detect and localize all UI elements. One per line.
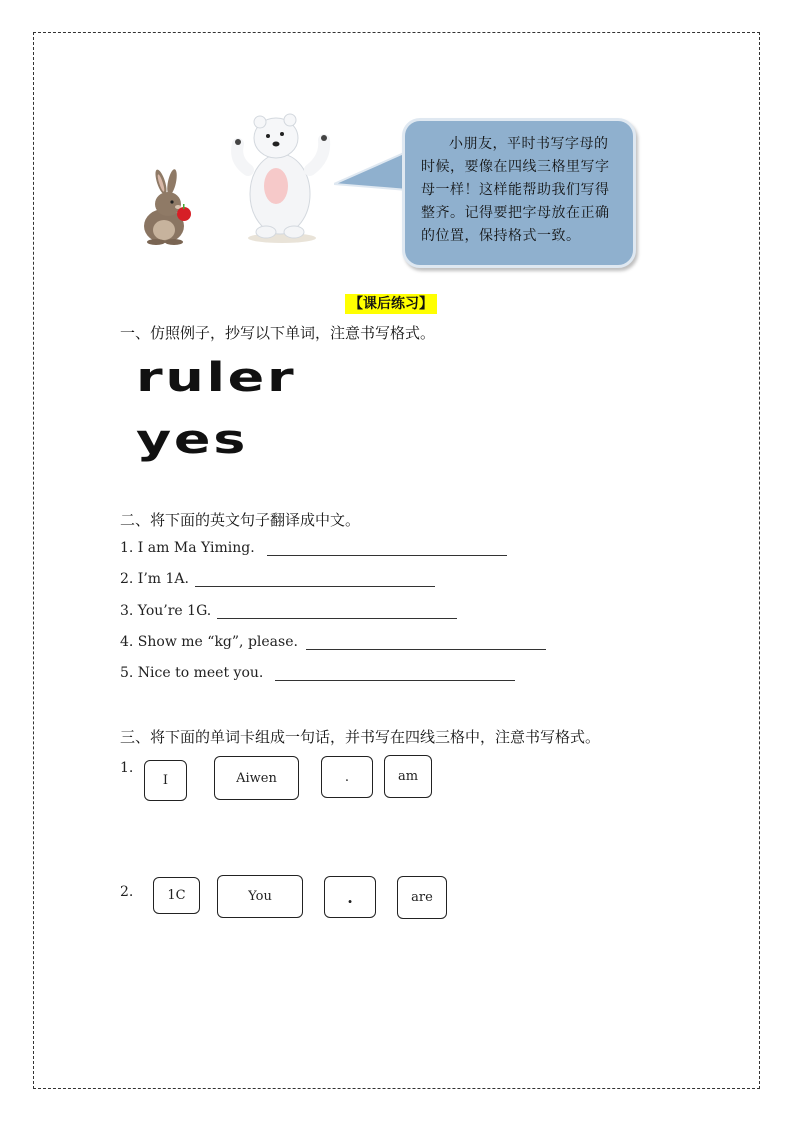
word-card-am[interactable]: am: [384, 755, 432, 798]
polar-bear-illustration: [228, 108, 340, 244]
part1-heading: 一、仿照例子，抄写以下单词，注意书写格式。: [120, 324, 436, 342]
word-card-Aiwen[interactable]: Aiwen: [214, 756, 299, 800]
answer-line-1[interactable]: [267, 541, 507, 556]
word-card-You[interactable]: You: [217, 875, 303, 918]
question-1-number: 1.: [120, 760, 134, 776]
part3-heading: 三、将下面的单词卡组成一句话，并书写在四线三格中，注意书写格式。: [120, 728, 601, 746]
sentence-4: [120, 634, 546, 650]
answer-line-4[interactable]: [306, 635, 546, 650]
answer-line-3[interactable]: [217, 604, 457, 619]
section-label: 【课后练习】: [345, 294, 437, 314]
sentence-2-text: 2. I’m 1A.: [120, 571, 189, 587]
sentence-5-text: 5. Nice to meet you.: [120, 665, 264, 681]
sentence-3-text: 3. You’re 1G.: [120, 603, 212, 619]
question-2-number: 2.: [120, 884, 134, 900]
sentence-2: [120, 571, 435, 587]
rabbit-illustration: [134, 168, 198, 246]
answer-line-2[interactable]: [195, 572, 435, 587]
sentence-4-text: 4. Show me “kg”, please.: [120, 634, 298, 650]
word-card-1C[interactable]: 1C: [153, 877, 200, 914]
sentence-1: [120, 540, 507, 556]
sentence-5: [120, 665, 515, 681]
answer-line-5[interactable]: [275, 666, 515, 681]
copy-word-yes: yes: [136, 417, 249, 463]
word-card-I[interactable]: I: [144, 760, 187, 801]
sentence-3: [120, 603, 457, 619]
copy-word-ruler: ruler: [136, 355, 297, 401]
word-card-are[interactable]: are: [397, 876, 447, 919]
speech-bubble: [402, 118, 636, 268]
part2-heading: 二、将下面的英文句子翻译成中文。: [120, 511, 361, 529]
sentence-1-text: 1. I am Ma Yiming.: [120, 540, 255, 556]
speech-bubble-text: 小朋友，平时书写字母的时候，要像在四线三格里写字母一样！这样能帮助我们写得整齐。记得要把字母放在正确的位置，保持格式一致。: [421, 136, 610, 244]
word-card-period-1[interactable]: .: [321, 756, 373, 798]
word-card-period-2[interactable]: .: [324, 876, 376, 918]
